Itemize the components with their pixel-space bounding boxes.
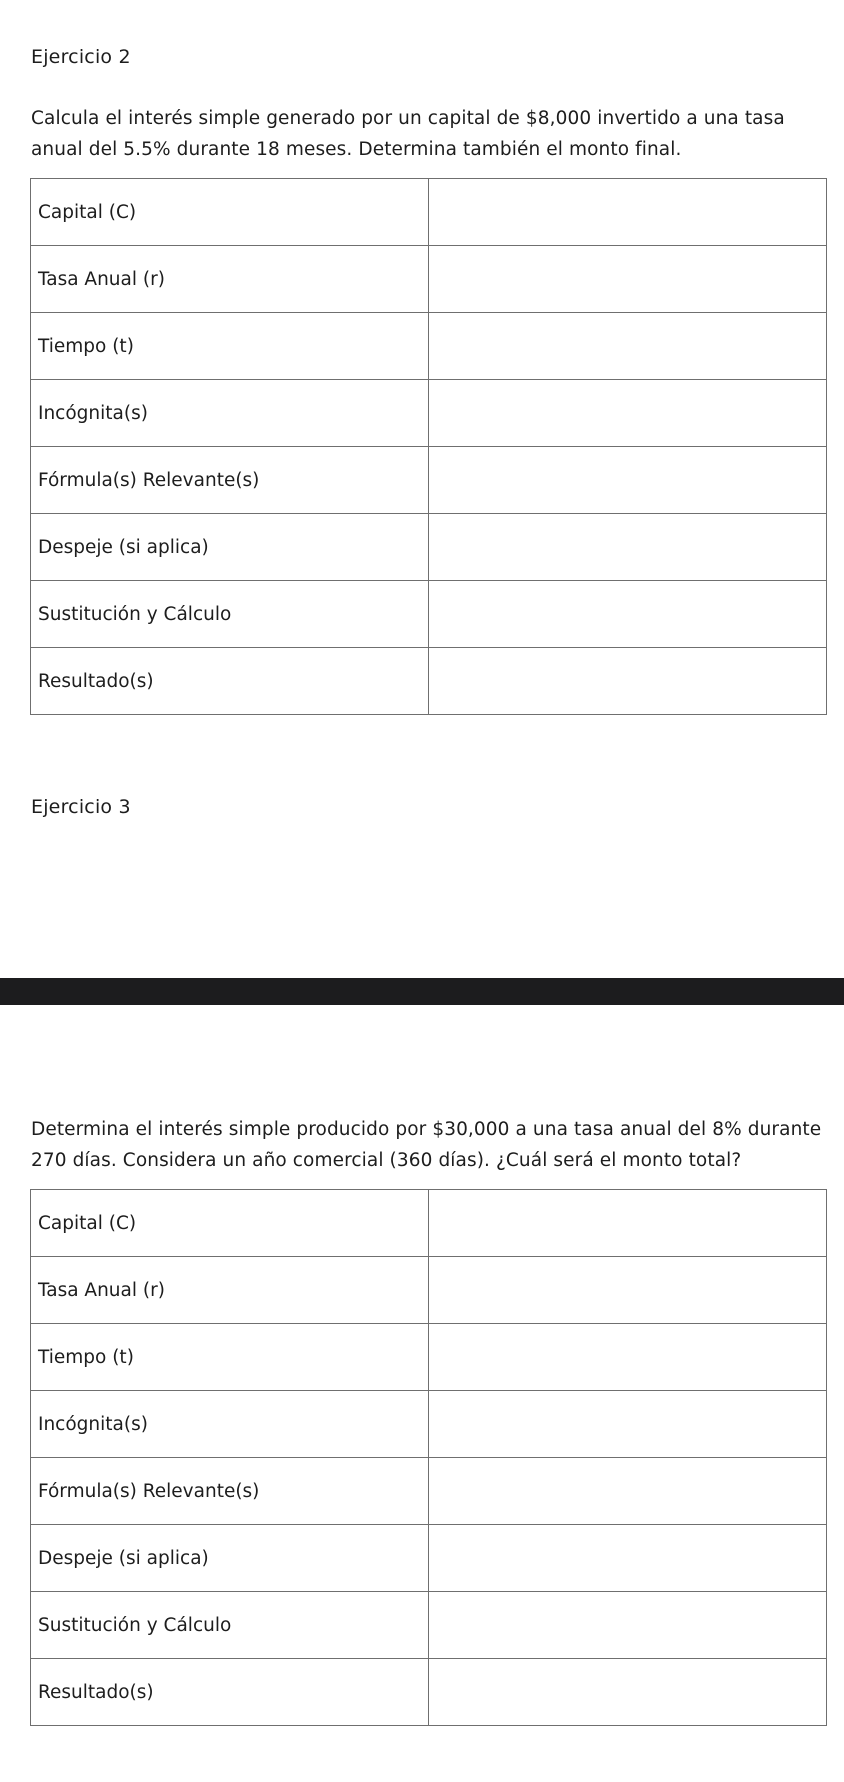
answer-cell-incognitas[interactable]	[429, 1391, 827, 1458]
answer-cell-tasa-anual[interactable]	[429, 1257, 827, 1324]
table-row	[31, 246, 827, 313]
answer-cell-sustitucion[interactable]	[429, 1592, 827, 1659]
row-label-sustitucion: Sustitución y Cálculo	[31, 581, 429, 648]
row-label-tasa-anual: Tasa Anual (r)	[31, 1257, 429, 1324]
row-label-formulas: Fórmula(s) Relevante(s)	[31, 1458, 429, 1525]
row-label-tiempo: Tiempo (t)	[31, 1324, 429, 1391]
row-label-despeje: Despeje (si aplica)	[31, 514, 429, 581]
black-divider-bar	[0, 978, 844, 1005]
table-row	[31, 1458, 827, 1525]
table-row	[31, 179, 827, 246]
table-row	[31, 1391, 827, 1458]
row-label-incognitas: Incógnita(s)	[31, 1391, 429, 1458]
answer-cell-tiempo[interactable]	[429, 1324, 827, 1391]
row-label-resultados: Resultado(s)	[31, 1659, 429, 1726]
answer-cell-resultados[interactable]	[429, 1659, 827, 1726]
table-row	[31, 514, 827, 581]
exercise-3-table	[30, 1189, 827, 1726]
answer-cell-resultados[interactable]	[429, 648, 827, 715]
table-row	[31, 1659, 827, 1726]
answer-cell-sustitucion[interactable]	[429, 581, 827, 648]
row-label-sustitucion: Sustitución y Cálculo	[31, 1592, 429, 1659]
table-row	[31, 1257, 827, 1324]
table-row	[31, 1592, 827, 1659]
exercise-3-title: Ejercicio 3	[31, 796, 131, 818]
table-row	[31, 648, 827, 715]
answer-cell-despeje[interactable]	[429, 514, 827, 581]
exercise-2-title: Ejercicio 2	[31, 46, 131, 68]
answer-cell-capital[interactable]	[429, 1190, 827, 1257]
row-label-incognitas: Incógnita(s)	[31, 380, 429, 447]
table-row	[31, 447, 827, 514]
answer-cell-formulas[interactable]	[429, 1458, 827, 1525]
table-row	[31, 313, 827, 380]
table-row	[31, 1324, 827, 1391]
answer-cell-formulas[interactable]	[429, 447, 827, 514]
row-label-formulas: Fórmula(s) Relevante(s)	[31, 447, 429, 514]
answer-cell-despeje[interactable]	[429, 1525, 827, 1592]
row-label-capital: Capital (C)	[31, 179, 429, 246]
row-label-resultados: Resultado(s)	[31, 648, 429, 715]
row-label-despeje: Despeje (si aplica)	[31, 1525, 429, 1592]
table-row	[31, 1190, 827, 1257]
table-row	[31, 380, 827, 447]
answer-cell-incognitas[interactable]	[429, 380, 827, 447]
row-label-tasa-anual: Tasa Anual (r)	[31, 246, 429, 313]
table-row	[31, 1525, 827, 1592]
row-label-tiempo: Tiempo (t)	[31, 313, 429, 380]
answer-cell-tasa-anual[interactable]	[429, 246, 827, 313]
answer-cell-capital[interactable]	[429, 179, 827, 246]
exercise-3-prompt: Determina el interés simple producido por $30,000 a una tasa anual del 8% durante 270 días. Considera un año comercial (360 días). ¿Cuál será el monto total?	[31, 1119, 822, 1171]
row-label-capital: Capital (C)	[31, 1190, 429, 1257]
answer-cell-tiempo[interactable]	[429, 313, 827, 380]
table-row	[31, 581, 827, 648]
exercise-2-prompt: Calcula el interés simple generado por un capital de $8,000 invertido a una tasa anual del 5.5% durante 18 meses. Determina también el monto final.	[31, 108, 785, 160]
exercise-2-table	[30, 178, 827, 715]
